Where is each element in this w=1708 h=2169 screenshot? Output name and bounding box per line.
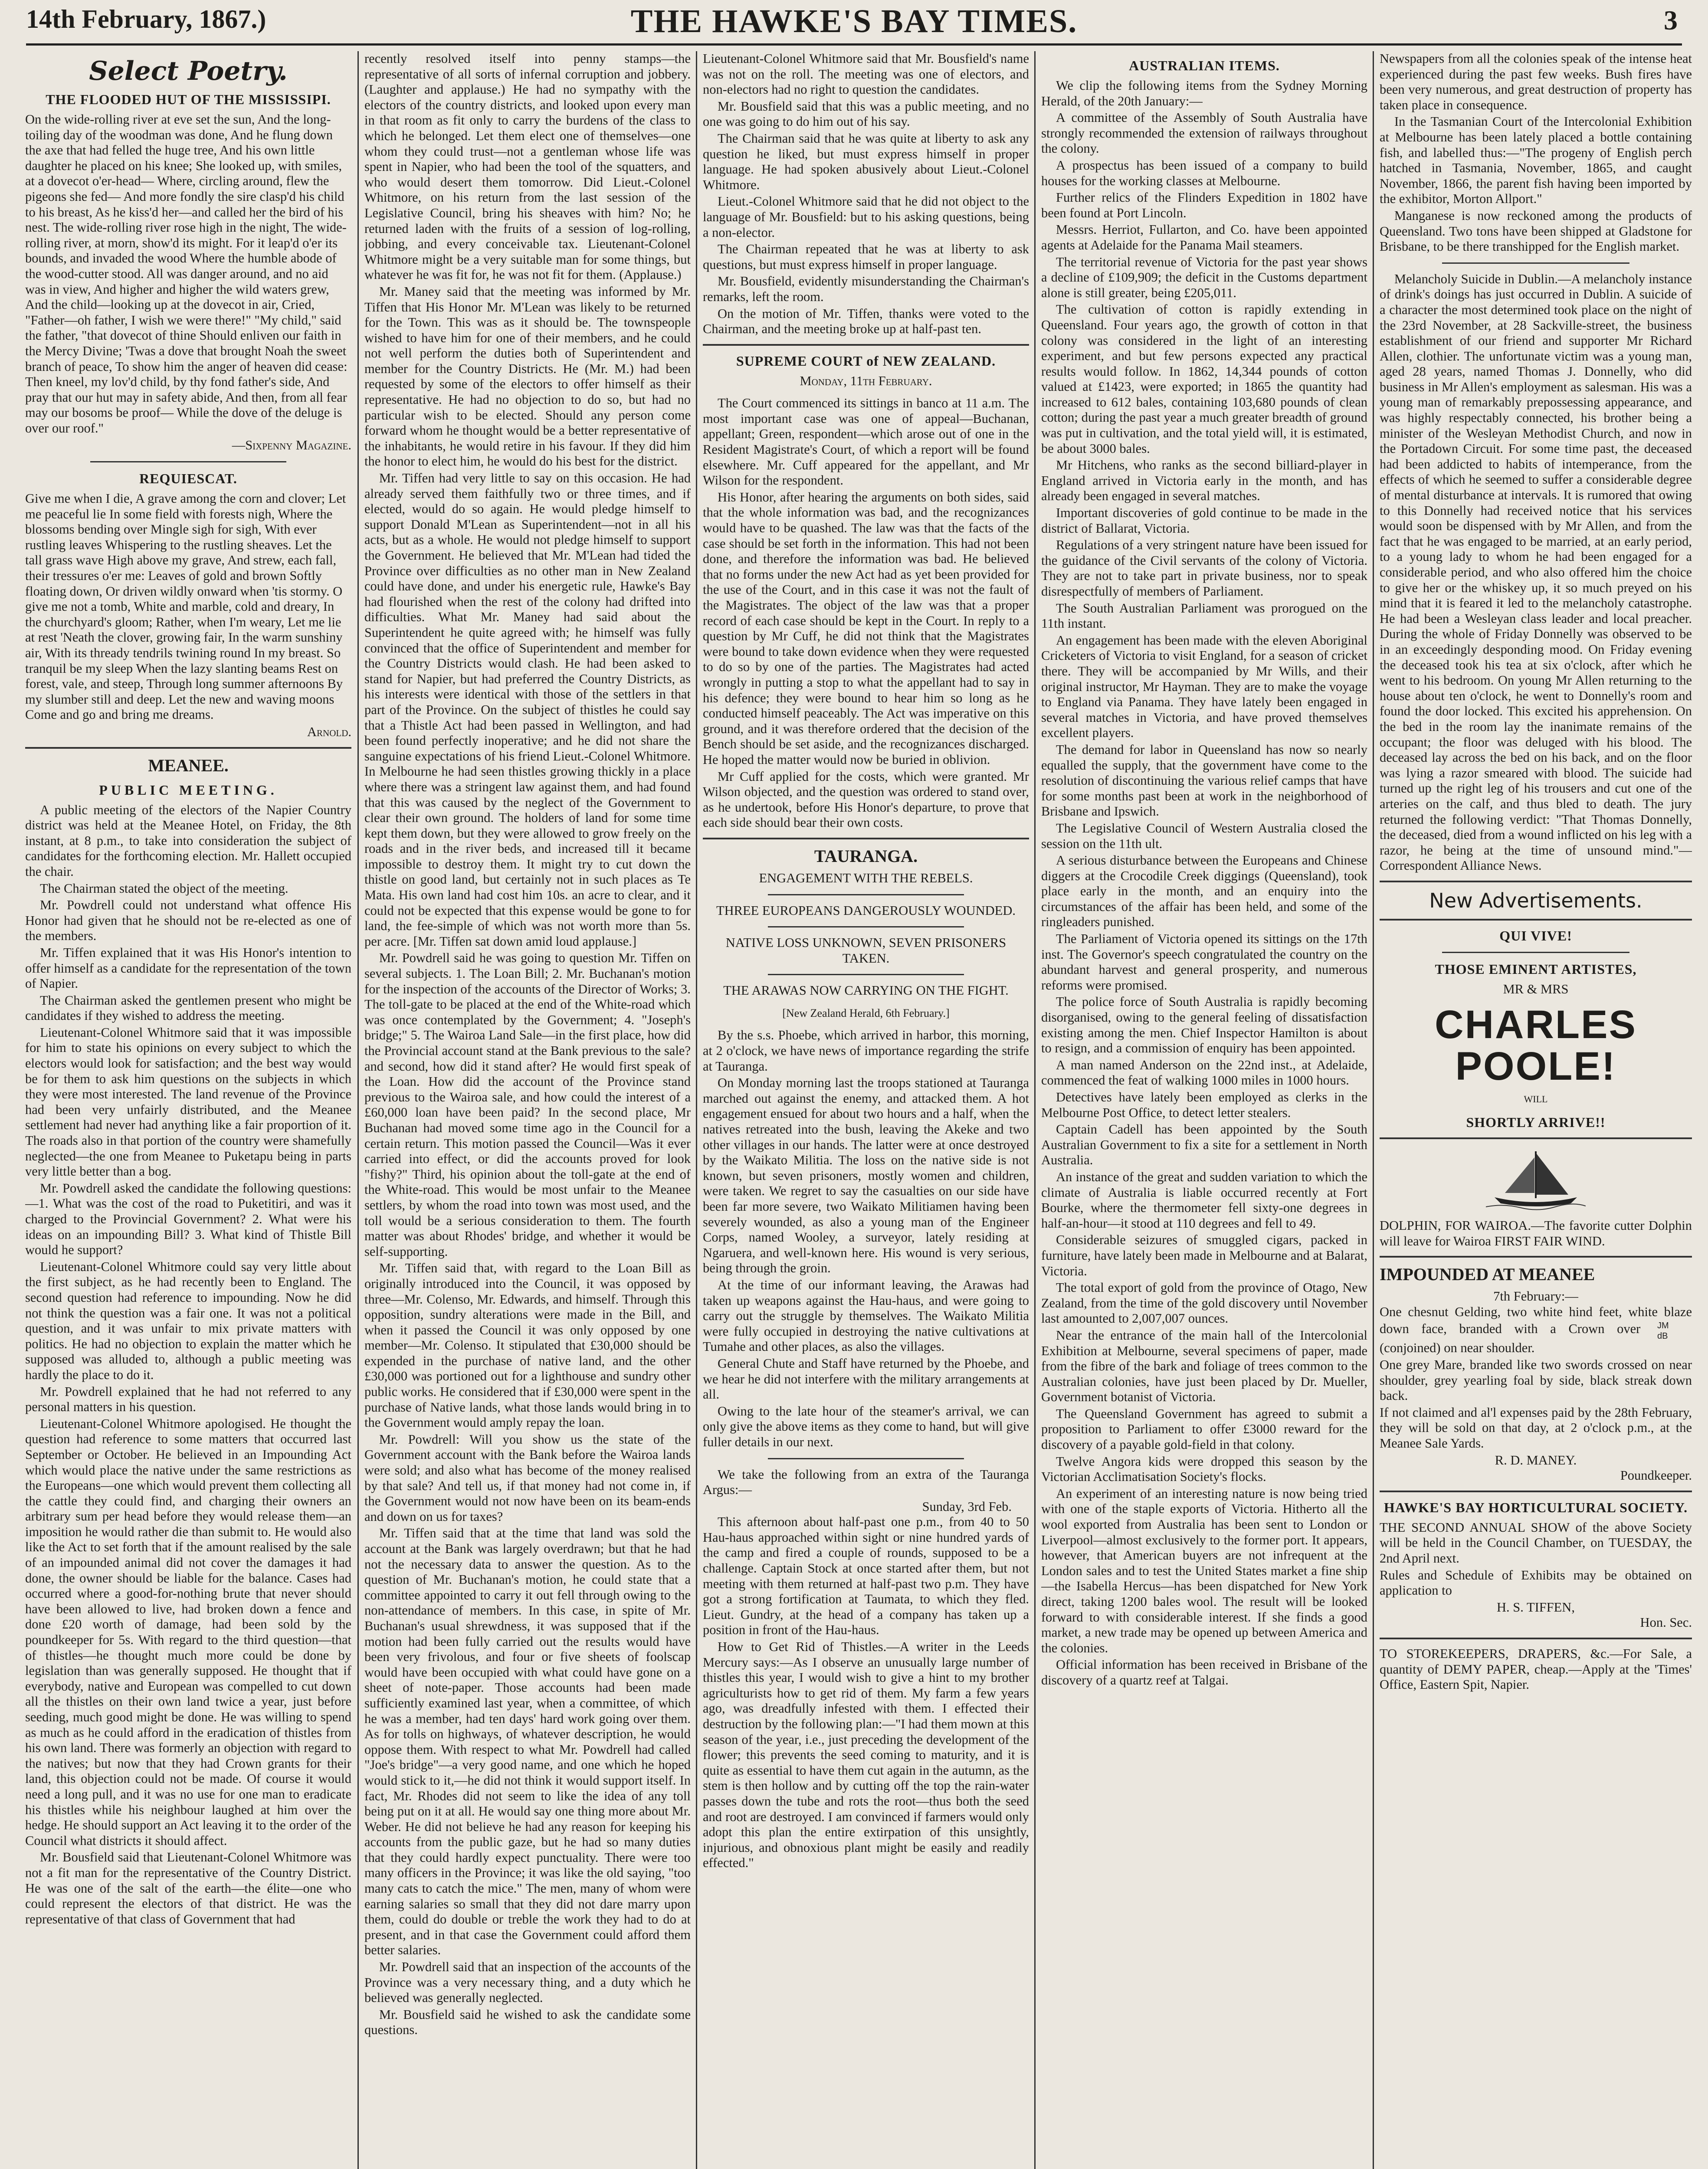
paragraph: The Chairman said that he was quite at liberty to ask any question he liked, but must express himself in proper language. He had spoken abusively about Lieut.-Colonel Whitmore. <box>703 131 1029 192</box>
ad-line: WILL <box>1524 1094 1548 1105</box>
paragraph: Further relics of the Flinders Expedition in 1802 have been found at Port Lincoln. <box>1041 190 1367 220</box>
divider <box>1442 262 1629 264</box>
signature-title: Poundkeeper. <box>1620 1468 1692 1483</box>
sailing-ship-icon <box>1486 1146 1586 1211</box>
advertisement-impounded <box>1380 1265 1692 1484</box>
paragraph: Newspapers from all the colonies speak of the intense heat experienced during the past few weeks. Bush fires have been very numerous, and great destruction of property has taken place in consequence. <box>1380 51 1692 112</box>
paragraph: Lieutenant-Colonel Whitmore said that it was impossible for him to state his opinions on every subject to which the electors would look for satisfaction; and the best way would be for them to ask him questions on the subjects in which they were most interested. The land revenue of the Province had been very unfairly distributed, and the Meanee settlement had never had anything like a fair proportion of it. The roads also in that portion of the country were shamefully neglected—the one from Meanee to Puketapu being in parts very little better than a bog. <box>25 1025 351 1179</box>
paragraph: In the Tasmanian Court of the Intercolonial Exhibition at Melbourne has been lately placed a bottle containing fish, and labelled thus:—"The progeny of English perch hatched in Tasmania, November, 1865, and caught November, 1866, the parent fish having been imported by the exhibitor, Morton Allport." <box>1380 114 1692 206</box>
ad-date: 7th February:— <box>1493 1289 1578 1304</box>
paragraph: A man named Anderson on the 22nd inst., at Adelaide, commenced the feat of walking 1000 miles in 1000 hours. <box>1041 1057 1367 1088</box>
paragraph: His Honor, after hearing the arguments on both sides, said that the whole information was bad, and the recognizances would have to be quashed. The law was that the facts of the case should be set forth in the information. This had not been done, and therefore the information was bad. He believed that no forms under the new Act had as yet been provided for the use of the Court, and in this case it was not the fault of the Magistrates. The object of the law was that a proper record of each case should be kept in the Court. In reply to a question by Mr Cuff, he did not think that the Magistrates were bound to take down evidence when they were requested to do so by one of the parties. The Magistrates had acted wrongly in putting a stop to what the appellant had to say in his defence; they were bound to hear him so long as he conducted himself peaceably. The Act was imperative on this ground, and it was therefore ordered that the decision of the Bench should be set aside, and the recognizances discharged. He hoped the matter would now be buried in oblivion. <box>703 489 1029 767</box>
page-number: 3 <box>1664 5 1678 36</box>
divider <box>768 1458 964 1459</box>
paragraph: On the motion of Mr. Tiffen, thanks were voted to the Chairman, and the meeting broke up at half-past ten. <box>703 306 1029 337</box>
paragraph: Mr. Powdrell asked the candidate the following questions:—1. What was the cost of the road to Puketitiri, and was it charged to the Provincial Government? 2. What were his ideas on an impounding Bill? 3. What kind of Thistle Bill would he support? <box>25 1180 351 1258</box>
paragraph: Mr. Powdrell said he was going to question Mr. Tiffen on several subjects. 1. The Loan Bill; 2. Mr. Buchanan's motion for the inspection of the accounts of the Director of Works; 3. The toll-gate to be placed at the end of the White-road which was once contemplated by the Government; 4. "Joseph's bridge;" 5. The Wairoa Land Sale—in the first place, how did the Provincial account stand at the Bank previous to the sale? and second, how did it stand after? He would first speak of the Loan. How did the account of the Province stand previous to the Wairoa sale, and how could the interest of a £60,000 loan have been paid? In the second place, Mr Buchanan had moved some time ago in the Council for a certain return. This motion passed the Council—Was it ever carried into effect, or did the accounts proved for look "fishy?" Third, his opinion about the toll-gate at the end of the White-road. This would be most unfair to the Meanee settlers, by whom the road into town was most used, and the toll would be a serious consideration to them. The fourth matter was about Rhodes' bridge, and whether it would be self-supporting. <box>364 950 691 1259</box>
issue-date: 14th February, 1867.) <box>26 5 266 33</box>
divider <box>1442 952 1629 953</box>
column-rule <box>696 51 697 2169</box>
paragraph: A committee of the Assembly of South Australia have strongly recommended the extension of railways throughout the colony. <box>1041 110 1367 156</box>
article-subheading: PUBLIC MEETING. <box>99 782 278 798</box>
article-source: [New Zealand Herald, 6th February.] <box>782 1006 950 1019</box>
newspaper-title: THE HAWKE'S BAY TIMES. <box>630 3 1078 39</box>
paragraph: Mr. Powdrell explained that he had not referred to any personal matters in his question. <box>25 1384 351 1415</box>
divider <box>1380 1638 1692 1639</box>
poem-body <box>25 491 351 723</box>
paragraph: THE SECOND ANNUAL SHOW of the above Society will be held in the Council Chamber, on TUESDAY, the 2nd April next. <box>1380 1520 1692 1566</box>
paragraph: The territorial revenue of Victoria for the past year shows a decline of £109,909; the deficit in the Customs department alone is still greater, being £205,011. <box>1041 254 1367 300</box>
paragraph: The South Australian Parliament was prorogued on the 11th instant. <box>1041 600 1367 631</box>
column-4 <box>1041 51 1367 2169</box>
divider <box>768 926 964 927</box>
jm-db-brand-icon <box>1653 1320 1692 1340</box>
column-rule <box>357 51 359 2169</box>
ad-heading: HAWKE'S BAY HORTICULTURAL SOCIETY. <box>1383 1499 1688 1515</box>
divider <box>1380 1137 1692 1139</box>
poem-text: Give me when I die, A grave among the corn and clover; Let me peaceful lie In some field with forests nigh, Where the blossoms bending over Mingle sigh for sigh, With ever rustling leaves Whispering to the rustling sheaves. Let the tall grass wave High above my grave, And strew, each fall, their tressures o'er me: Leaves of gold and brown Softly floating down, Or driven wildly onward when 'tis stormy. O give me not a tomb, White and marble, cold and dreary, In the churchyard's gloom; Rather, when I'm weary, Let me lie at rest 'Neath the clover, growing fair, In the warm sunshiny air, With its thready tendrils twining round In my breast. So tranquil be my sleep When the lazy slanting beams Rest on forest, vale, and steep, Through long summer afternoons By my slumber still and deep. Let the new and waving moons Come and go and bring me dreams. <box>25 491 346 722</box>
paragraph: The Queensland Government has agreed to submit a proposition to Parliament to offer £3000 reward for the discovery of a payable gold-field in that colony. <box>1041 1406 1367 1452</box>
dateline: Sunday, 3rd Feb. <box>922 1499 1012 1514</box>
paragraph: Mr. Bousfield said he wished to ask the candidate some questions. <box>364 2007 691 2038</box>
svg-text:JM: JM <box>1657 1321 1669 1331</box>
paragraph: Manganese is now reckoned among the products of Queensland. Two tons have been shipped at Gladstone for Brisbane, to be there transhipped for the English market. <box>1380 208 1692 254</box>
poem-text: On the wide-rolling river at eve set the sun, And the long-toiling day of the woodman was done, And he flung down the axe that had felled the huge tree, And his own little daughter he placed on his knee; She looked up, with smiles, at a dovecot o'er-head— Where, circling around, flew the pigeons she fed— And more fondly the sire clasp'd his child to his breast, As he kiss'd her—and called her the bird of his nest. The wide-rolling river rose high in the night, The wide-rolling river, at morn, show'd its might. For it leap'd o'er its bounds, and invaded the wood Where the humble abode of the wood-cutter stood. All was danger around, and no aid was in view, And higher and higher the wild waters grew, And the child—looking up at the dovecot in air, Cried, "Father—oh father, I wish we were there!" "My child," said the father, "that dovecot of thine Should enliven our faith in the Mercy Divine; 'Twas a dove that brought Noah the sweet branch of peace, To show him the anger of heaven did cease: Then kneel, my lov'd child, by thy fond father's side, And pray that our hut may in safety abide, And then, from all fear may our bosoms be proof— While the dove of the deluge is over our roof." <box>25 112 348 436</box>
paragraph: A public meeting of the electors of the Napier Country district was held at the Meanee Hotel, on Friday, the 8th instant, at 8 p.m., to take into consideration the subject of candidates for the forthcoming election. Mr. Hallett occupied the chair. <box>25 802 351 879</box>
ad-heading: IMPOUNDED AT MEANEE <box>1380 1265 1595 1284</box>
paragraph: Mr. Tiffen explained that it was His Honor's intention to offer himself as a candidate for the representation of the town of Napier. <box>25 945 351 991</box>
article-subheading: ENGAGEMENT WITH THE REBELS. <box>759 870 973 885</box>
paragraph: Mr. Tiffen said that, with regard to the Loan Bill as originally introduced into the Council, it was opposed by three—Mr. Colenso, Mr. Edwards, and himself. Through this opposition, sundry alterations were made in the Bill, and when it passed the Council it was only opposed by one member—Mr. Colenso. It stipulated that £30,000 should be expended in the purchase of native land, and the other £30,000 was portioned out for a lighthouse and sundry other public works. He considered that if £30,000 were spent in the purchase of Native lands, what those lands would bring in to the Government would amply repay the loan. <box>364 1261 691 1430</box>
paragraph: Considerable seizures of smuggled cigars, packed in furniture, have lately been made in Melbourne and at Balarat, Victoria. <box>1041 1232 1367 1278</box>
divider <box>25 747 351 749</box>
column-3 <box>703 51 1029 2169</box>
paragraph: The Parliament of Victoria opened its sittings on the 17th inst. The Governor's speech congratulated the country on the abundant harvest and general prosperity, and numerous reforms were promised. <box>1041 931 1367 993</box>
ad-line: MR & MRS <box>1503 981 1569 996</box>
paragraph: The police force of South Australia is rapidly becoming disorganised, owing to the general feeling of dissatisfaction existing among the men. Chief Inspector Hamilton is about to resign, and a commission of enquiry has been appointed. <box>1041 994 1367 1056</box>
article-heading: MEANEE. <box>148 755 229 775</box>
ad-text: (conjoined) on near shoulder. <box>1380 1340 1535 1356</box>
paragraph: General Chute and Staff have returned by the Phoebe, and we hear he did not interfere with the military arrangements at all. <box>703 1356 1029 1402</box>
paragraph: Mr. Powdrell could not understand what offence His Honor had given that he should not be re-elected as one of the members. <box>25 898 351 944</box>
paragraph: Mr Cuff applied for the costs, which were granted. Mr Wilson objected, and the question was ordered to stand over, as he undertook, before His Honor's departure, to prove that each side should bear their own costs. <box>703 769 1029 830</box>
paragraph: The Legislative Council of Western Australia closed the session on the 11th ult. <box>1041 820 1367 851</box>
paragraph: Mr. Tiffen had very little to say on this occasion. He had already served them faithfully two or three times, and if elected, would do so again. He would pledge himself to support Donald M'Lean as Superintendent—not in all his acts, but as a whole. He would not pledge himself to support the Government. He believed that Mr. M'Lean had tided the Province over difficulties as no other man in New Zealand could have done, and under his energetic rule, Hawke's Bay had flourished when the rest of the colony had drifted into difficulties. What Mr. Maney had said about the Superintendent he quite agreed with; he himself was fully convinced that the office of Superintendent and member for the Country Districts would clash. He had been asked to stand for Napier, but had preferred the Country Districts, as his interests were identical with those of the settlers in that part of the Province. On the subject of thistles he could say that a Thistle Act had been passed in Wellington, and had been found perfectly inoperative; and he did not share the sanguine expectations of his friend Lieut.-Colonel Whitmore. In Melbourne he had seen thistles growing thickly in a place where there was a stringent law against them, and had found that this was caused by the neglect of the Government to clear their own ground. The holders of land for some time kept them down, but they were allowed to grow freely on the roads and in the river beds, and increased till it became impossible to destroy them. It might try to cut down the thistle on good land, but certainly not in such places as Te Mata. His own land had cost him 10s. an acre to clear, and it could not be expected that this expense would be gone to for land, the fee-simple of which was not worth more than 5s. per acre. [Mr. Tiffen sat down amid loud applause.] <box>364 471 691 949</box>
paragraph: On Monday morning last the troops stationed at Tauranga marched out against the enemy, and attacked them. A hot engagement ensued for about two hours and a half, when the natives retreated into the bush, leaving the Akeke and two other villages in our hands. The latter were at once destroyed by the Waikato Militia. The loss on the native side is not known, but seven prisoners, mostly women and children, were taken. We regret to say the casualties on our side have been far more severe, two Waikato Militiamen having been severely wounded, as also a young man of the Engineer Corps, named Wooley, a surveyor, lately residing at Ngaruera, and well-known here. His wound is very serious, being through the groin. <box>703 1075 1029 1276</box>
paragraph: How to Get Rid of Thistles.—A writer in the Leeds Mercury says:—As I observe an unusually large number of thistles this year, I would wish to give a hint to my brother agriculturists how to get rid of them. My farm a few years ago, was dreadfully infested with them. I effected their destruction by the following plan:—"I had them mown at this season of the year, i.e., just preceding the development of the flower; this prevents the seed coming to maturity, and it is quite as essential to have them cut again in the autumn, as the stem is then hollow and by cutting off the top the rain-water passes down the tube and rots the root—thus both the seed and root are destroyed. I am convinced if farmers would only adopt this plan the entire extirpation of this unsightly, injurious, and obnoxious plant might be easily and readily effected." <box>703 1639 1029 1871</box>
svg-text:dB: dB <box>1657 1331 1668 1341</box>
column-2 <box>364 51 691 2169</box>
paragraph: Mr. Bousfield said that this was a public meeting, and no one was going to do him out of his say. <box>703 98 1029 129</box>
paragraph: recently resolved itself into penny stamps—the representative of all sorts of infernal corruption and jobbery. (Laughter and applause.) He had no sympathy with the electors of the country districts, and looked upon every man in that room as fit only to carry the burdens of the class to which he belonged. Let them elect one of themselves—one whom they could trust—not a gentleman whose life was spent in Napier, who had been the tool of the squatters, and who would desert them tomorrow. Did Lieut.-Colonel Whitmore, on his return from the last session of the Legislative Council, bring his sheaves with him? No; he returned laden with the fruits of a session of log-rolling, jobbing, and every conceivable tax. Lieutenant-Colonel Whitmore might be a very suitable man for some things, but whatever he was fit for, he was not fit for them. (Applause.) <box>364 51 691 282</box>
article-heading: AUSTRALIAN ITEMS. <box>1129 58 1280 73</box>
column-rule <box>1373 51 1374 2169</box>
paragraph: TO STOREKEEPERS, DRAPERS, &c.—For Sale, a quantity of DEMY PAPER, cheap.—Apply at the 'Times' Office, Eastern Spit, Napier. <box>1380 1646 1692 1692</box>
signature-title: Hon. Sec. <box>1640 1615 1692 1630</box>
paragraph: The Chairman asked the gentlemen present who might be candidates if they wished to address the meeting. <box>25 993 351 1023</box>
ad-line: QUI VIVE! <box>1499 927 1572 944</box>
divider <box>1380 881 1692 882</box>
ad-text: One chesnut Gelding, two white hind feet, white blaze down face, branded with a Crown over <box>1380 1304 1692 1337</box>
paragraph: Rules and Schedule of Exhibits may be obtained on application to <box>1380 1567 1692 1598</box>
paragraph: By the s.s. Phoebe, which arrived in harbor, this morning, at 2 o'clock, we have news of importance regarding the strife at Tauranga. <box>703 1028 1029 1074</box>
column-rule <box>1034 51 1036 2169</box>
column-1 <box>25 51 351 2169</box>
paragraph: Captain Cadell has been appointed by the South Australian Government to fix a site for a settlement in North Australia. <box>1041 1122 1367 1168</box>
divider <box>1380 1256 1692 1258</box>
poem-attribution: —Sixpenny Magazine. <box>232 438 351 453</box>
paragraph: We clip the following items from the Sydney Morning Herald, of the 20th January:— <box>1041 78 1367 108</box>
section-heading-poetry: Select Poetry. <box>89 56 288 86</box>
paragraph: Lieutenant-Colonel Whitmore said that Mr. Bousfield's name was not on the roll. The meeting was one of electors, and non-electors had no right to question the candidates. <box>703 51 1029 97</box>
masthead <box>26 0 1682 46</box>
paragraph: At the time of our informant leaving, the Arawas had taken up weapons against the Hau-haus, and were going to carry out the struggle by themselves. The Waikato Militia were fully occupied in destroying the native cultivations at Tumahe and other places, as also the villages. <box>703 1277 1029 1354</box>
advertisement-demy-paper <box>1380 1646 1692 1693</box>
ad-line: SHORTLY ARRIVE!! <box>1466 1114 1606 1130</box>
poem-body <box>25 112 351 436</box>
advertisement-dolphin <box>1380 1218 1692 1249</box>
paragraph: Lieutenant-Colonel Whitmore apologised. He thought the question had reference to some matters that occurred last September or October. He believed in an Impounding Act which would place the native under the same restrictions as the Europeans—one which would prevent them collecting all the cattle they could find, and charging their owners an arbitrary sum per head before they would release them—an imposition he would rather die than submit to. He would also like the Act to set forth that if the amount realised by the sale of an impounded animal did not cover the damages it had done, the owner should be liable for the balance. Cases had occurred where a good-for-nothing brute that never should have been allowed to live, had broken down a fence and done £20 worth of damage, had been sold by the poundkeeper for 5s. With regard to the third question—that of thistles—he thought much more could be done by legislation than was generally supposed. He thought that if everybody, native and European was compelled to cut down all the thistles on their own land twice a year, just before seeding, much good might be done. He was willing to spend as much as he could afford in the eradication of thistles from his own land. There was formerly an objection with regard to the natives; but now that they had Crown grants for their land, this objection could not be made. Of course it would need a long pull, and it was no use for one man to eradicate his thistles while his neighbour laughed at him over the hedge. He should support an Act leaving it to the order of the Council what districts it should affect. <box>25 1416 351 1848</box>
paragraph: Mr. Bousfield, evidently misunderstanding the Chairman's remarks, left the room. <box>703 274 1029 304</box>
paragraph: Mr. Maney said that the meeting was informed by Mr. Tiffen that His Honor Mr. M'Lean was likely to be returned for the Town. This was as it should be. The townspeople wished to have him for one of their members, and he could not well perform the duties both of Superintendent and member for the Country Districts. He (Mr. M.) had been requested by some of the electors to offer himself as their representative. He had no objection to do so, but had no particular wish to be elected. Should any person come forward whom he thought would be a better representative of the inhabitants, he would retire in his favour. If they did him the honor to elect him, he would do his best for the district. <box>364 284 691 469</box>
signature: H. S. TIFFEN, <box>1497 1599 1575 1615</box>
paragraph: If not claimed and al'l expenses paid by the 28th February, they will be sold on that day, at 2 o'clock p.m., at the Meanee Sale Yards. <box>1380 1405 1692 1451</box>
paragraph: Lieut.-Colonel Whitmore said that he did not object to the language of Mr. Bousfield: but to his asking questions, being a non-elector. <box>703 194 1029 240</box>
column-5 <box>1380 51 1692 2169</box>
divider <box>703 838 1029 839</box>
paragraph <box>1380 1304 1692 1356</box>
advertisements-heading: New Advertisements. <box>1429 888 1642 912</box>
paragraph: Melancholy Suicide in Dublin.—A melancholy instance of drink's doings has just occurred in Dublin. A suicide of a character the most determined took place on the night of the 23rd November, at 28 Sackville-street, the business establishment of our friend and supporter Mr Richard Allen, clothier. The unfortunate victim was a young man, aged 28 years, named Thomas J. Donnelly, who did business in Mr Allen's employment as salesman. His was a young man of remarkably prepossessing appearance, and was highly respectably connected, his brother being a minister of the Wesleyan Methodist Church, and now in the Portadown Circuit. For some time past, the deceased had been addicted to habits of intemperance, from the effects of which he seemed to suffer a considerable degree of mental disturbance at intervals. It is rumored that owing to this Donnelly had received notice that his services would soon be dispensed with by Mr Allen, and from the fact that he was engaged to be married, at an early period, to a young lady to whom he had been engaged for a considerable period, and who also offered him the choice to give her or the whiskey up, it so much preyed on his mind that it is feared it led to the melancholy catastrophe. He had been a Wesleyan class leader and local preacher. During the whole of Friday Donnelly was observed to be in an exceedingly desponding mood. On Friday evening the deceased took his tea at six o'clock, after which he went to his bedroom. On young Mr Allen returning to the house about ten o'clock, he went to Donnelly's room and found the door locked. This excited his apprehension. On the bed in the room lay the inanimate remains of the occupant; the floor was deluged with his blood. The deceased lay across the bed on his back, and on the floor was lying a razor smeared with blood. The suicide had turned up the right leg of his trousers and cut one of the arteries on the calf, and thus bled to death. The jury returned the following verdict: "That Thomas Donnelly, the deceased, died from a wound inflicted on his leg with a razor, he being at the time of unsound mind."—Correspondent Alliance News. <box>1380 271 1692 873</box>
paragraph: Mr Hitchens, who ranks as the second billiard-player in England arrived in Victoria early in the month, and has already been engaged in several matches. <box>1041 458 1367 504</box>
paragraph: Mr. Powdrell: Will you show us the state of the Government account with the Bank before the Wairoa lands were sold; and also what has become of the money realised by that sale? And tell us, if that money had not come in, if the Government would not now have been on its beam-ends and down on us for taxes? <box>364 1432 691 1524</box>
paragraph: An engagement has been made with the eleven Aboriginal Cricketers of Victoria to visit England, for a season of cricket there. They will be accompanied by Mr Wills, and their original instructor, Mr Hayman. They are to make the voyage to England via Panama. They have lately been engaged in several matches in Victoria, and have proved themselves excellent players. <box>1041 632 1367 740</box>
paragraph: The demand for labor in Queensland has now so nearly equalled the supply, that the government have come to the resolution of discontinuing the various relief camps that have for some months past been at work in the neighborhood of Brisbane and Ipswich. <box>1041 742 1367 819</box>
paragraph: The Chairman stated the object of the meeting. <box>40 881 288 896</box>
divider <box>768 894 964 895</box>
paragraph: Important discoveries of gold continue to be made in the district of Ballarat, Victoria. <box>1041 505 1367 536</box>
paragraph: Mr. Bousfield said that Lieutenant-Colonel Whitmore was not a fit man for the representative of the Country District. He was one of the salt of the earth—the élite—one who could represent the electors of that district. He was the representative of that class of Government that had <box>25 1850 351 1927</box>
paragraph: A prospectus has been issued of a company to build houses for the working classes at Melbourne. <box>1041 157 1367 188</box>
paragraph: Messrs. Herriot, Fullarton, and Co. have been appointed agents at Adelaide for the Panama Mail steamers. <box>1041 222 1367 252</box>
advertisement-charles-poole <box>1380 927 1692 1130</box>
poem-title: THE FLOODED HUT OF THE MISSISSIPI. <box>46 92 331 107</box>
paragraph: DOLPHIN, FOR WAIROA.—The favorite cutter Dolphin will leave for Wairoa FIRST FAIR WIND. <box>1380 1218 1692 1248</box>
poem-attribution: Arnold. <box>307 724 351 739</box>
paragraph: Detectives have lately been employed as clerks in the Melbourne Post Office, to detect letter stealers. <box>1041 1090 1367 1120</box>
divider <box>703 344 1029 346</box>
paragraph: An instance of the great and sudden variation to which the climate of Australia is liable occurred recently at Fort Bourke, where the thermometer fell sixty-one degrees in half-an-hour—it stood at 110 degrees and fell to 49. <box>1041 1169 1367 1231</box>
paragraph: Owing to the late hour of the steamer's arrival, we can only give the above items as they come to hand, but will give fuller details in our next. <box>703 1403 1029 1449</box>
paragraph: This afternoon about half-past one p.m., from 40 to 50 Hau-haus approached within sight or nine hundred yards of the camp and fired a couple of rounds, supposed to be a challenge. Captain Stock at once started after them, but not meeting with them returned at half-past two p.m. They have got a strong fortification at Taumata, to which they fled. Lieut. Gundry, at the head of a company has taken up a position in front of the Hau-haus. <box>703 1514 1029 1638</box>
ad-line: THOSE EMINENT ARTISTES, <box>1435 961 1637 977</box>
paragraph: Lieutenant-Colonel Whitmore could say very little about the first subject, as he had recently been to England. The second question had reference to impounding. Now he did not think the question was a fair one. It was not a political question, and it was unfair to mix private matters with politics. He had no objection to explain the matter which he supposed was alluded to, although a public meeting was hardly the place to do it. <box>25 1259 351 1382</box>
divider <box>768 974 964 975</box>
article-heading: TAURANGA. <box>814 846 918 866</box>
ad-headline: CHARLES POOLE! <box>1435 1003 1637 1089</box>
article-date: Monday, 11th February. <box>800 373 932 388</box>
paragraph: The Court commenced its sittings in banco at 11 a.m. The most important case was one of appeal—Buchanan, appellant; Green, respondent—which arose out of one in the Resident Magistrate's Court, of which a report will be found elsewhere. Mr. Cuff appeared for the appellant, and Mr Wilson for the respondent. <box>703 396 1029 488</box>
paragraph: We take the following from an extra of the Tauranga Argus:— <box>703 1467 1029 1497</box>
paragraph: Regulations of a very stringent nature have been issued for the guidance of the Civil servants of the colony of Victoria. They are not to take part in private business, nor to speak disrespectfully of members of Parliament. <box>1041 537 1367 599</box>
article-subheading: THE ARAWAS NOW CARRYING ON THE FIGHT. <box>723 983 1009 998</box>
paragraph: Official information has been received in Brisbane of the discovery of a quartz reef at Talgai. <box>1041 1657 1367 1687</box>
article-subheading: THREE EUROPEANS DANGEROUSLY WOUNDED. <box>716 903 1016 918</box>
paragraph: Mr. Powdrell said that an inspection of the accounts of the Province was a very necessary thing, and a duty which he believed was generally neglected. <box>364 1959 691 2005</box>
article-heading: SUPREME COURT of NEW ZEALAND. <box>736 353 996 369</box>
article-subheading: NATIVE LOSS UNKNOWN, SEVEN PRISONERS TAKEN. <box>725 935 1006 966</box>
paragraph: Mr. Tiffen said that at the time that land was sold the account at the Bank was largely overdrawn; but that he had not the necessary data to answer the question. As to the question of Mr. Buchanan's motion, he could state that a committee appointed to carry it out fell through owing to the non-attendance of members. In this case, in spite of Mr. Buchanan's usual shrewdness, it was supposed that if the motion had been fully carried out the results would have been very frivolous, and four or five sheets of foolscap would have been occupied with what could have gone on a sheet of note-paper. Those accounts had been made sufficiently examined last year, when a committee, of which he was a member, had ten days' hard work going over them. As for tolls on highways, of whatever description, he would oppose them. With respect to what Mr. Powdrell had called "Joe's bridge"—a very good name, and one which he hoped would stick to it,—he did not think it would support itself. In fact, Mr. Rhodes did not seem to like the idea of any toll being put on it at all. He would say one thing more about Mr. Weber. He did not believe he had any reason for keeping his accounts from the public gaze, but he had so many duties that they could hardly expect punctuality. There were too many officers in the Province; it was like the old saying, "too many cats to catch the mice." The men, many of whom were earning salaries so small that they did not dare marry upon them, could do double or treble the work they had to do at present, and in that case the Government could afford them better salaries. <box>364 1526 691 1958</box>
divider <box>1380 1491 1692 1492</box>
signature: R. D. MANEY. <box>1495 1452 1577 1468</box>
paragraph: A serious disturbance between the Europeans and Chinese diggers at the Crocodile Creek diggings (Queensland), took place early in the month, and an enquiry into the circumstances of the affair has been held, and some of the ringleaders punished. <box>1041 853 1367 930</box>
advertisement-horticultural <box>1380 1499 1692 1631</box>
paragraph: An experiment of an interesting nature is now being tried with one of the staple exports of Victoria. Hitherto all the wool exported from Australia has been sent to London or Liverpool—almost exclusively to the former port. It appears, however, that American buyers are not infrequent at the London sales and to test the United States market a fine ship—the Isabella Hercus—has been dispatched for New York direct, taking 1200 bales wool. The result will be looked forward to with considerable interest. If she finds a good market, a new trade may be opened up between America and the colonies. <box>1041 1486 1367 1655</box>
divider <box>1380 919 1692 921</box>
paragraph: Near the entrance of the main hall of the Intercolonial Exhibition at Melbourne, several specimens of paper, made from the fibre of the bark and foliage of trees common to the Australian colonies, have just been placed by Dr. Mueller, Government botanist of Victoria. <box>1041 1327 1367 1405</box>
paragraph: The Chairman repeated that he was at liberty to ask questions, but must express himself in proper language. <box>703 242 1029 272</box>
paragraph: The cultivation of cotton is rapidly extending in Queensland. Four years ago, the growth of cotton in that colony was considered in the light of an interesting experiment, and but few persons expected any practical results would follow. In 1862, 14,344 pounds of cotton valued at £1423, were exported; in 1865 the quantity had increased to 612 bales, containing 103,680 pounds of clean cotton; during the past year a much greater breadth of ground was put in cultivation, and the total yield will, it is estimated, be about 3000 bales. <box>1041 302 1367 456</box>
paragraph: The total export of gold from the province of Otago, New Zealand, from the time of the gold discovery until November last amounted to 2,007,007 ounces. <box>1041 1280 1367 1326</box>
paragraph: One grey Mare, branded like two swords crossed on near shoulder, grey yearling foal by side, black streak down back. <box>1380 1357 1692 1403</box>
poem-title: REQUIESCAT. <box>139 471 237 487</box>
paragraph: Twelve Angora kids were dropped this season by the Victorian Acclimatisation Society's flocks. <box>1041 1454 1367 1484</box>
divider <box>90 461 286 462</box>
